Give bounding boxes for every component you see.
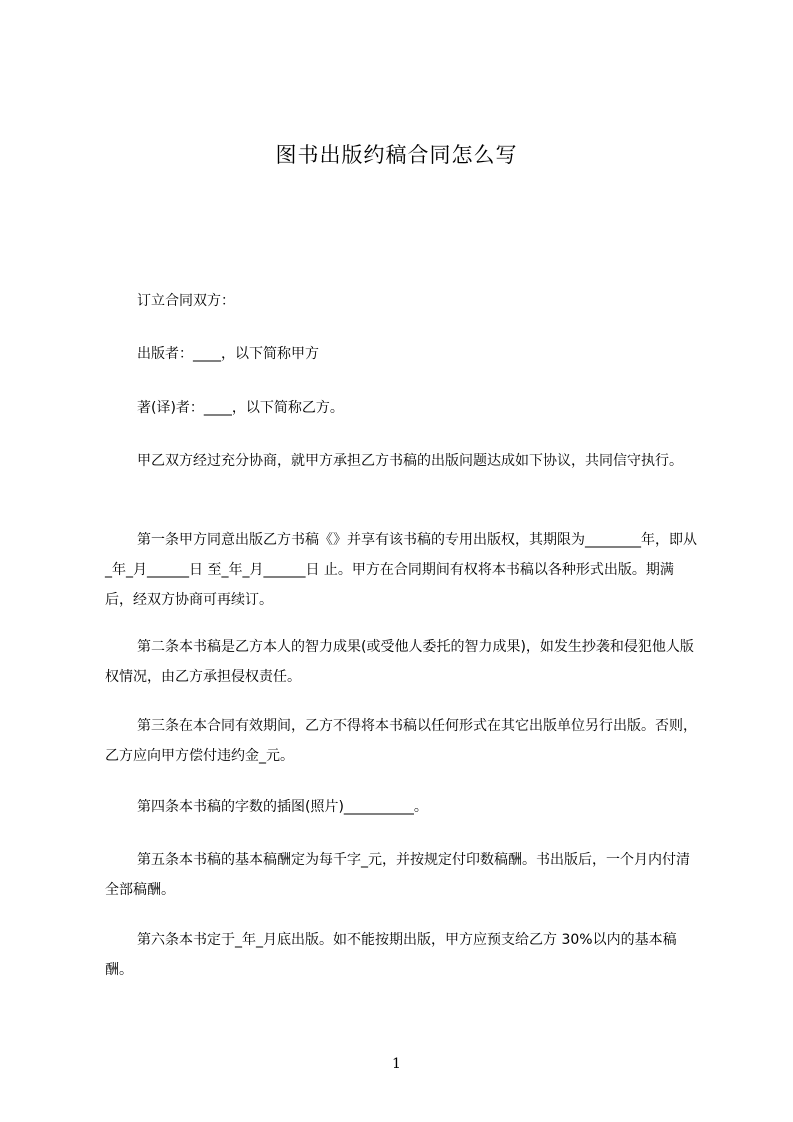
paragraph-article-6: 第六条本书定于_年_月底出版。如不能按期出版，甲方应预支给乙方 30%以内的基本稿酬。 (105, 932, 677, 978)
paragraph-author: 著(译)者：____，以下简称乙方。 (137, 400, 344, 416)
paragraph-parties-intro: 订立合同双方： (137, 293, 235, 309)
paragraph-publisher: 出版者：____，以下简称甲方 (137, 346, 319, 362)
page-number: 1 (392, 1056, 401, 1072)
paragraph-article-5: 第五条本书稿的基本稿酬定为每千字_元，并按规定付印数稿酬。书出版后，一个月内付清全部稿酬。 (105, 852, 690, 898)
paragraph-agreement: 甲乙双方经过充分协商，就甲方承担乙方书稿的出版问题达成如下协议，共同信守执行。 (137, 453, 683, 469)
page-title: 图书出版约稿合同怎么写 (275, 143, 518, 167)
paragraph-article-3: 第三条在本合同有效期间，乙方不得将本书稿以任何形式在其它出版单位另行出版。否则，乙方应向甲方偿付违约金_元。 (105, 718, 697, 764)
paragraph-article-1: 第一条甲方同意出版乙方书稿《》并享有该书稿的专用出版权，其期限为________年，即从_年_月______日 至_年_月______日 止。甲方在合同期间有权将本书稿以各种形式出版。期满后，经双方协商可再续订。 (105, 532, 697, 608)
paragraph-article-4: 第四条本书稿的字数的插图(照片)__________。 (137, 799, 428, 815)
paragraph-article-2: 第二条本书稿是乙方本人的智力成果(或受他人委托的智力成果)，如发生抄袭和侵犯他人版权情况，由乙方承担侵权责任。 (105, 639, 694, 685)
